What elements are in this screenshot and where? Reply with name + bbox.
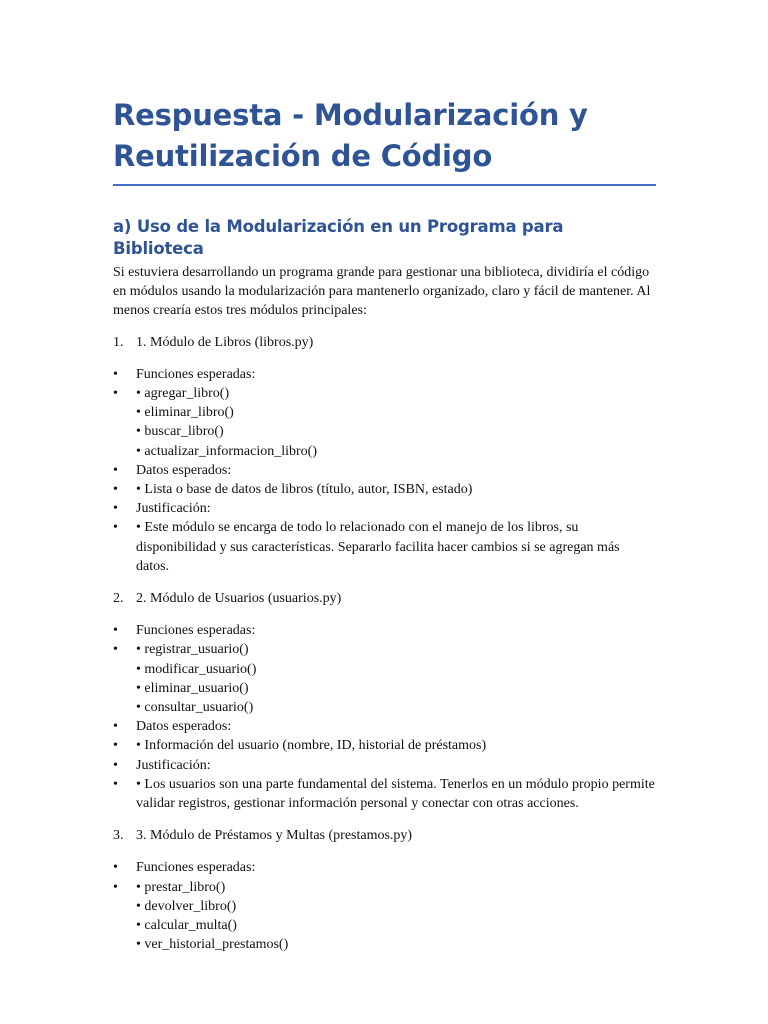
bullet-icon: •: [113, 520, 118, 536]
list-item: [113, 878, 656, 955]
list-item-text: • eliminar_libro(): [136, 405, 234, 421]
list-item: [113, 384, 656, 461]
list-item: [113, 736, 656, 755]
bullet-icon: •: [113, 501, 118, 517]
list-number: 3.: [113, 828, 124, 844]
list-item-text: • prestar_libro(): [136, 879, 226, 895]
list-item-text: Funciones esperadas:: [136, 860, 256, 876]
list-item: [113, 775, 656, 813]
list-item: [113, 858, 656, 877]
list-item-text: • Lista o base de datos de libros (título, autor, ISBN, estado): [136, 482, 473, 498]
list-item-text: • buscar_libro(): [136, 424, 224, 440]
modules-list: [113, 333, 656, 955]
list-item-text: • ver_historial_prestamos(): [136, 937, 289, 953]
list-item: [113, 499, 656, 518]
list-number: 2.: [113, 591, 124, 607]
list-item-text: Funciones esperadas:: [136, 623, 256, 639]
list-item-text: • Este módulo se encarga de todo lo relacionado con el manejo de los libros, su disponibilidad y sus características. Separarlo facilita hacer cambios si se agregan más datos.: [136, 520, 620, 574]
bullet-icon: •: [113, 462, 118, 478]
list-item-text: • actualizar_informacion_libro(): [136, 443, 317, 459]
title-line-2: Reutilización de Código: [113, 139, 493, 173]
list-item: [113, 756, 656, 775]
bullet-icon: •: [113, 879, 118, 895]
bullet-icon: •: [113, 642, 118, 658]
list-item: [113, 461, 656, 480]
document-page: [113, 95, 656, 968]
bullet-icon: •: [113, 623, 118, 639]
list-item-text: Justificación:: [136, 501, 211, 517]
module-heading: [113, 333, 656, 352]
module-bullet-list: [113, 365, 656, 576]
list-item-text: Funciones esperadas:: [136, 366, 256, 382]
bullet-icon: •: [113, 757, 118, 773]
list-item-text: • eliminar_usuario(): [136, 680, 249, 696]
module-bullet-list: [113, 858, 656, 954]
module-bullet-list: [113, 621, 656, 813]
document-title: [113, 95, 656, 186]
list-number: 1.: [113, 334, 124, 350]
bullet-icon: •: [113, 776, 118, 792]
list-item-text: • devolver_libro(): [136, 898, 237, 914]
list-item: [113, 621, 656, 640]
list-item: [113, 518, 656, 576]
list-item-text: Datos esperados:: [136, 462, 232, 478]
module-heading: [113, 826, 656, 845]
bullet-icon: •: [113, 386, 118, 402]
bullet-icon: •: [113, 738, 118, 754]
list-item-text: • modificar_usuario(): [136, 661, 257, 677]
bullet-icon: •: [113, 860, 118, 876]
list-item: [113, 640, 656, 717]
intro-paragraph: Si estuviera desarrollando un programa grande para gestionar una biblioteca, dividiría el código en módulos usando la modularización para mantenerlo organizado, claro y fácil de mantener. Al menos crearía estos tres módulos principales:: [113, 265, 651, 319]
list-item: [113, 480, 656, 499]
list-item-text: • registrar_usuario(): [136, 642, 249, 658]
list-item-text: • Los usuarios son una parte fundamental del sistema. Tenerlos en un módulo propio permite validar registros, gestionar información personal y conectar con otras acciones.: [136, 776, 655, 812]
list-item-text: • Información del usuario (nombre, ID, historial de préstamos): [136, 738, 487, 754]
list-item-text: Justificación:: [136, 757, 211, 773]
module-title: 2. Módulo de Usuarios (usuarios.py): [136, 591, 342, 607]
list-item: [113, 717, 656, 736]
list-item-text: • calcular_multa(): [136, 918, 237, 934]
module-heading: [113, 589, 656, 608]
title-line-1: Respuesta - Modularización y: [113, 98, 588, 132]
list-item-text: • agregar_libro(): [136, 386, 230, 402]
section-a-heading: a) Uso de la Modularización en un Programa para Biblioteca: [113, 217, 564, 258]
list-item-text: Datos esperados:: [136, 719, 232, 735]
module-title: 3. Módulo de Préstamos y Multas (prestamos.py): [136, 828, 413, 844]
bullet-icon: •: [113, 482, 118, 498]
list-item: [113, 365, 656, 384]
bullet-icon: •: [113, 366, 118, 382]
list-item-text: • consultar_usuario(): [136, 700, 254, 716]
bullet-icon: •: [113, 719, 118, 735]
module-title: 1. Módulo de Libros (libros.py): [136, 334, 314, 350]
